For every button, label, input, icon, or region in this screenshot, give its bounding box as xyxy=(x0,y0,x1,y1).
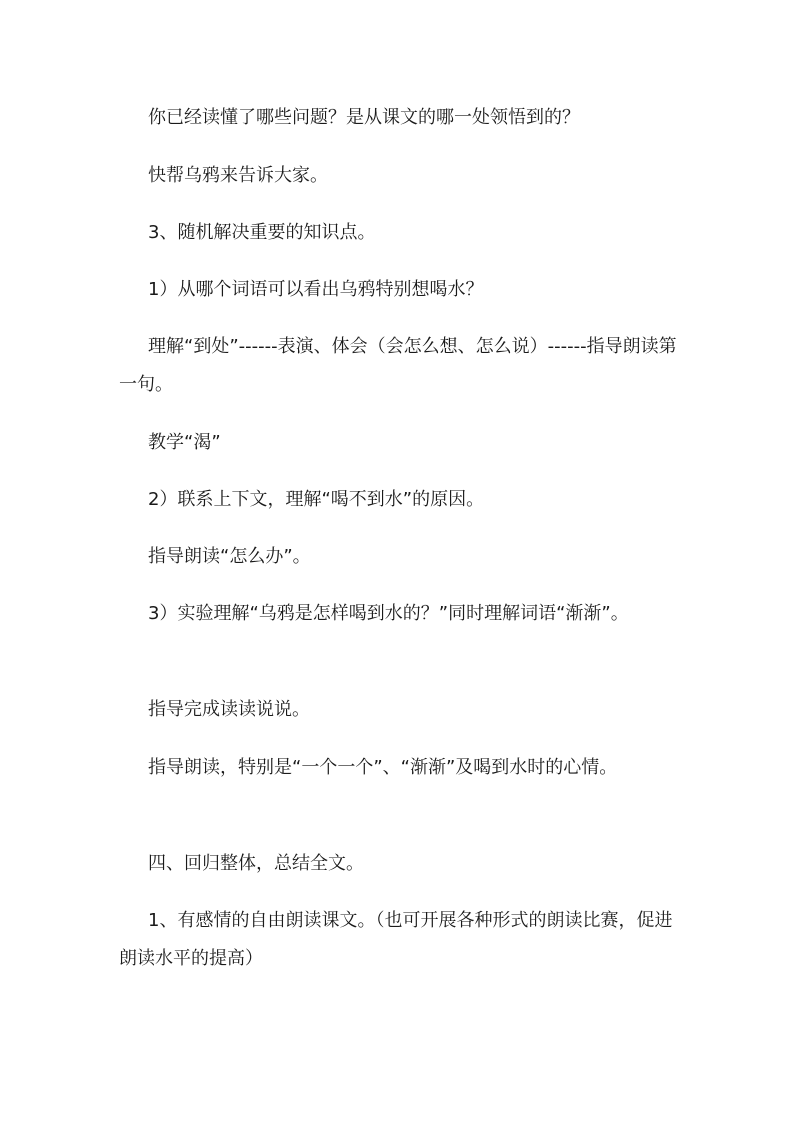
paragraph-tell-everyone: 快帮乌鸦来告诉大家。 xyxy=(148,165,328,186)
paragraph-step-3: 3）实验理解“乌鸦是怎样喝到水的？”同时理解词语“渐渐”。 xyxy=(148,603,629,624)
paragraph-question: 你已经读懂了哪些问题？是从课文的哪一处领悟到的？ xyxy=(148,107,580,128)
paragraph-read-and-say: 指导完成读读说说。 xyxy=(148,699,310,720)
paragraph-section-four: 四、回归整体，总结全文。 xyxy=(148,853,364,874)
paragraph-step-1: 1）从哪个词语可以看出乌鸦特别想喝水？ xyxy=(148,279,484,300)
paragraph-free-reading: 1、有感情的自由朗读课文。（也可开展各种形式的朗读比赛，促进朗读水平的提高） xyxy=(119,910,673,969)
paragraph-step-2: 2）联系上下文，理解“喝不到水”的原因。 xyxy=(148,489,485,510)
paragraph-teach-ke: 教学“渴” xyxy=(148,432,221,453)
paragraph-guided-reading: 指导朗读，特别是“一个一个”、“渐渐”及喝到水时的心情。 xyxy=(148,757,618,778)
paragraph-understand-daochu: 理解“到处”------表演、体会（会怎么想、怎么说）------指导朗读第一句。 xyxy=(119,336,677,395)
paragraph-knowledge-points: 3、随机解决重要的知识点。 xyxy=(148,222,376,243)
paragraph-read-zenmeban: 指导朗读“怎么办”。 xyxy=(148,546,311,567)
